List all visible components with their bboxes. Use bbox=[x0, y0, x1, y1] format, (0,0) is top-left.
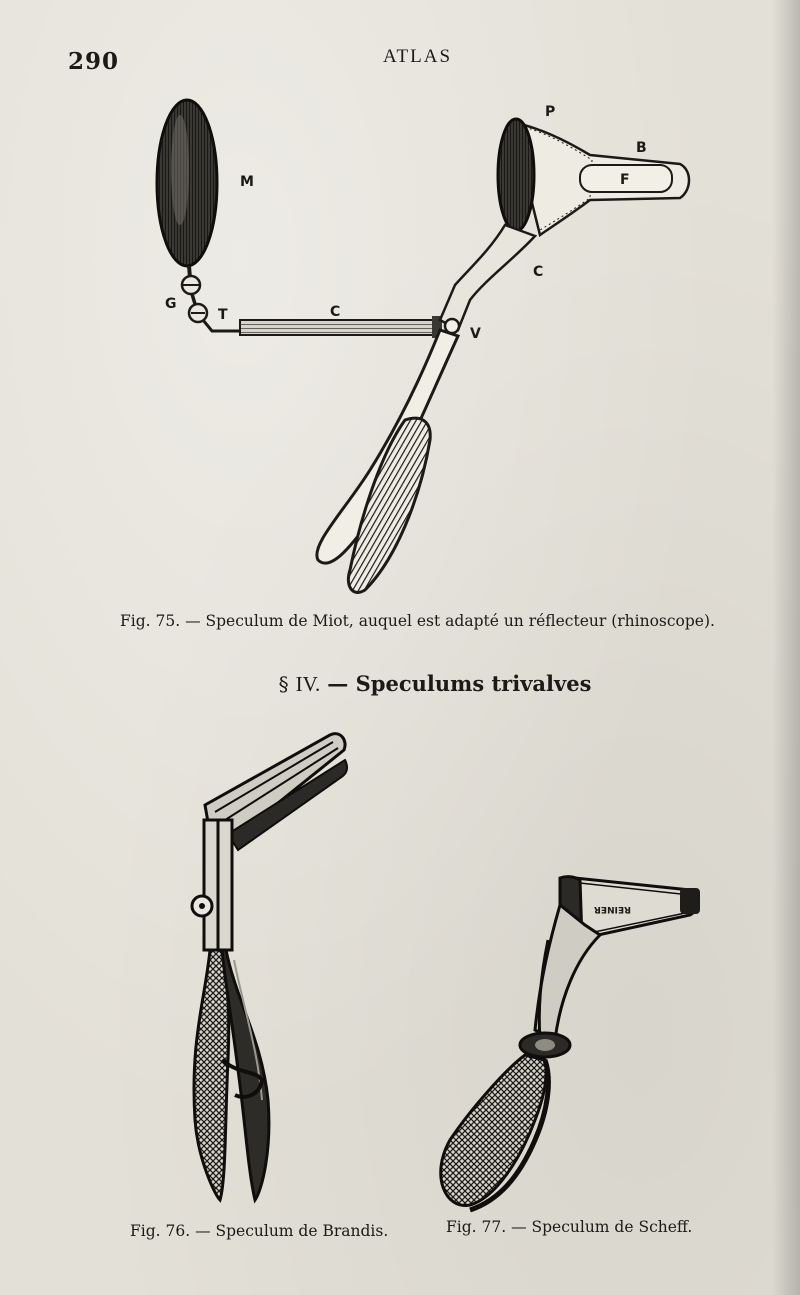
label-m: M bbox=[240, 174, 254, 190]
horizontal-rod bbox=[240, 316, 442, 338]
label-t: T bbox=[218, 307, 228, 323]
figure-76-brandis-speculum bbox=[192, 734, 347, 1200]
running-head: ATLAS bbox=[382, 46, 453, 67]
section-symbol: § bbox=[278, 672, 289, 696]
page-number: 290 bbox=[68, 48, 120, 75]
figure-76-caption: Fig. 76. — Speculum de Brandis. bbox=[130, 1222, 389, 1240]
label-f: F bbox=[620, 172, 630, 188]
label-b: B bbox=[636, 140, 647, 156]
label-v: V bbox=[470, 326, 481, 342]
miot-speculum bbox=[317, 119, 689, 592]
label-g: G bbox=[165, 296, 177, 312]
reiner-stamp: REINER bbox=[593, 904, 631, 914]
figure-75-caption: Fig. 75. — Speculum de Miot, auquel est adapté un réflecteur (rhinoscope). bbox=[120, 612, 715, 630]
label-c-rod: C bbox=[330, 304, 341, 320]
label-c-handle: C bbox=[533, 264, 544, 280]
section-number: IV. bbox=[295, 672, 321, 696]
figure-77-caption: Fig. 77. — Speculum de Scheff. bbox=[446, 1218, 693, 1236]
figure-77-scheff-speculum bbox=[441, 877, 700, 1210]
label-p: P bbox=[545, 104, 556, 120]
section-title: — Speculums trivalves bbox=[327, 671, 592, 696]
section-heading bbox=[0, 671, 800, 697]
